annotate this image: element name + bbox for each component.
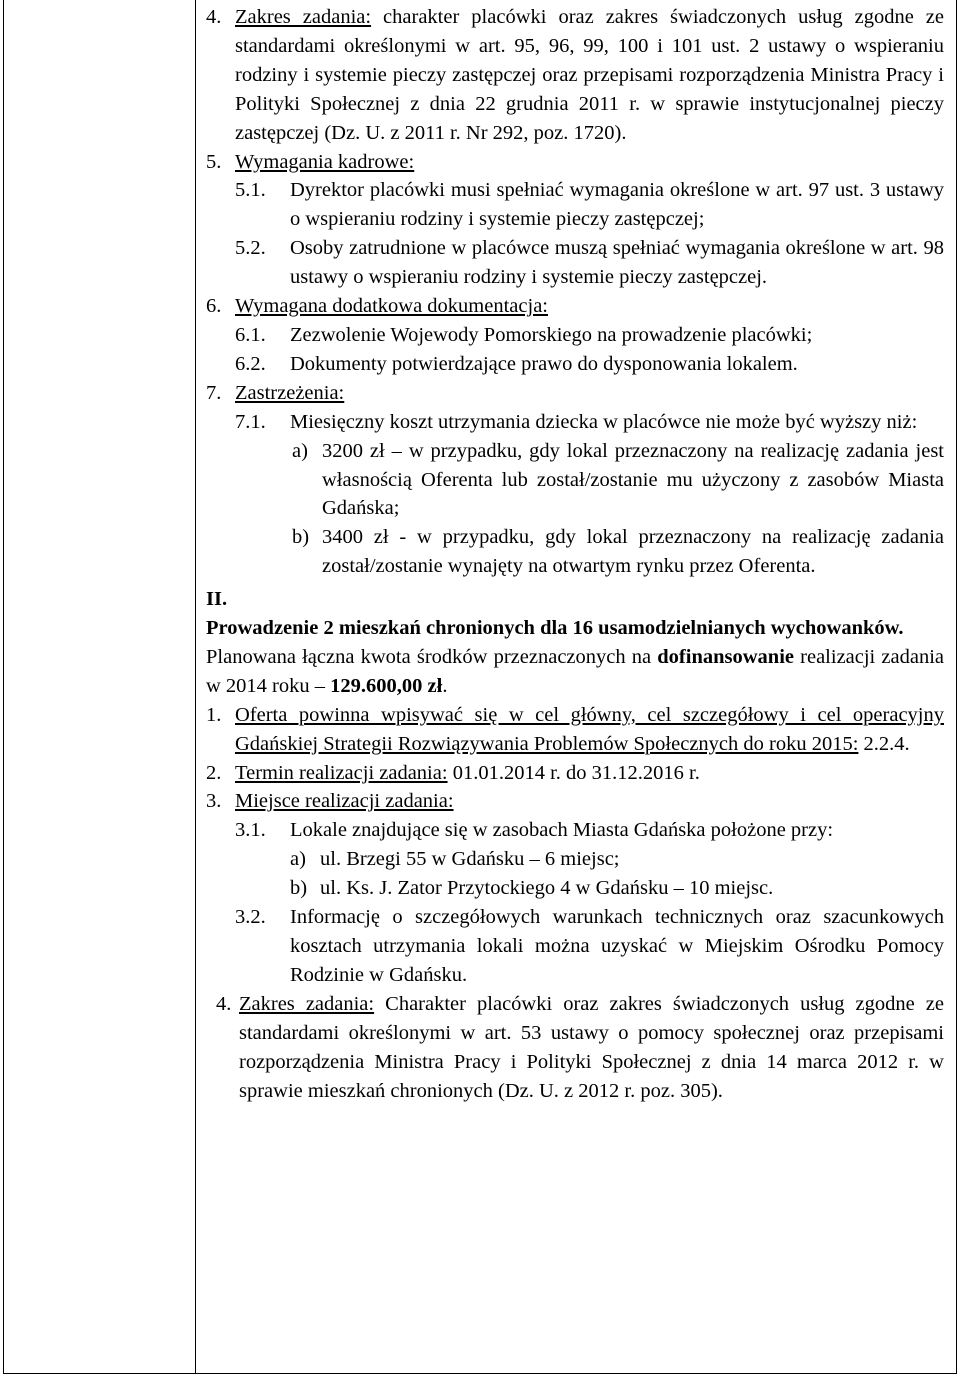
- item-text: Informację o szczegółowych warunkach technicznych oraz szacunkowych kosztach utrzymania lokali można uzyskać w Miejskim Ośrodku Pomocy Rodzinie w Gdańsku.: [290, 906, 944, 986]
- section2-item-2: [206, 759, 944, 788]
- funding-amount: 129.600,00 zł: [330, 674, 443, 697]
- list-item-6-2: [206, 350, 944, 379]
- item-letter: a): [290, 848, 306, 871]
- item-number: 5.2.: [235, 237, 266, 260]
- item-number: 6.1.: [235, 323, 266, 346]
- list-item-5: [206, 148, 944, 177]
- funding-text: Planowana łączna kwota środków przeznaczonych na: [206, 645, 658, 668]
- list-item-5-2: [206, 234, 944, 292]
- section-title: Prowadzenie 2 mieszkań chronionych dla 16 usamodzielnianych wychowanków.: [206, 617, 904, 640]
- item-text: Lokale znajdujące się w zasobach Miasta Gdańska położone przy:: [290, 819, 834, 842]
- item-number: 2.: [206, 761, 222, 784]
- item-text: 3200 zł – w przypadku, gdy lokal przeznaczony na realizację zadania jest własnością Oferenta lub został/zostanie mu użyczony z zasobów Miasta Gdańska;: [322, 439, 944, 520]
- item-text: ul. Ks. J. Zator Przytockiego 4 w Gdańsku – 10 miejsc.: [320, 877, 774, 900]
- item-number: 6.2.: [235, 352, 266, 375]
- section2-item-3-1-b: [206, 874, 944, 903]
- section2-item-4: [206, 990, 944, 1106]
- list-item-7-1: [206, 408, 944, 437]
- item-text: charakter placówki oraz zakres świadczonych usług zgodne ze standardami określonymi w art. 95, 96, 99, 100 i 101 ust. 2 ustawy o wspieraniu rodziny i systemie pieczy zastępczej oraz przepisami rozporządzenia Ministra Pracy i Polityki Społecznej z dnia 22 grudnia 2011 r. w sprawie instytucjonalnej pieczy zastępczej (Dz. U. z 2011 r. Nr 292, poz. 1720).: [235, 6, 944, 144]
- item-letter: a): [292, 439, 308, 462]
- item-number: 5.: [206, 150, 222, 173]
- item-heading: Zakres zadania:: [239, 992, 375, 1015]
- item-heading: Miejsce realizacji zadania:: [235, 790, 454, 813]
- list-item-4: [206, 3, 944, 148]
- table-column-divider: [195, 0, 196, 1374]
- funding-emphasis: dofinansowanie: [657, 645, 794, 668]
- item-heading: Wymagana dodatkowa dokumentacja:: [235, 295, 548, 318]
- section-roman-numeral: II.: [206, 588, 228, 611]
- item-text: Miesięczny koszt utrzymania dziecka w placówce nie może być wyższy niż:: [290, 410, 918, 433]
- section2-item-3-1: [206, 816, 944, 845]
- item-text: Osoby zatrudnione w placówce muszą spełniać wymagania określone w art. 98 ustawy o wspieraniu rodziny i systemie pieczy zastępczej.: [290, 237, 944, 289]
- item-letter: b): [292, 526, 310, 549]
- document-content: [206, 3, 944, 1105]
- list-item-7-1-a: [206, 437, 944, 524]
- section2-item-1: [206, 701, 944, 759]
- item-number: 4.: [216, 992, 232, 1015]
- section2-item-3: [206, 787, 944, 816]
- item-heading: Termin realizacji zadania:: [235, 761, 448, 784]
- item-heading: Zakres zadania:: [235, 6, 372, 28]
- item-heading: Oferta powinna wpisywać się w cel główny, cel szczegółowy i cel operacyjny Gdańskiej Strategii Rozwiązywania Problemów Społecznych do roku 2015:: [235, 703, 944, 755]
- item-text: Zezwolenie Wojewody Pomorskiego na prowadzenie placówki;: [290, 323, 813, 346]
- list-item-6-1: [206, 321, 944, 350]
- section2-item-3-1-a: [206, 845, 944, 874]
- item-number: 6.: [206, 295, 222, 318]
- item-text: 2.2.4.: [858, 732, 910, 755]
- funding-text-2: realizacji zadania w 2014 roku –: [206, 645, 944, 697]
- item-text: Dyrektor placówki musi spełniać wymagania określone w art. 97 ust. 3 ustawy o wspieraniu rodziny i systemie pieczy zastępczej;: [290, 179, 944, 231]
- item-letter: b): [290, 877, 308, 900]
- item-text: Charakter placówki oraz zakres świadczonych usług zgodne ze standardami określonymi w art. 53 ustawy o pomocy społecznej oraz przepisami rozporządzenia Ministra Pracy i Polityki Społecznej z dnia 14 marca 2012 r. w sprawie mieszkań chronionych (Dz. U. z 2012 r. poz. 305).: [239, 992, 945, 1102]
- item-number: 7.: [206, 381, 222, 404]
- list-item-6: [206, 292, 944, 321]
- item-number: 1.: [206, 703, 222, 726]
- item-number: 7.1.: [235, 410, 266, 433]
- item-text: 01.01.2014 r. do 31.12.2016 r.: [447, 761, 700, 784]
- item-number: 3.2.: [235, 906, 266, 929]
- funding-period: .: [442, 674, 448, 697]
- item-text: 3400 zł - w przypadku, gdy lokal przeznaczony na realizację zadania został/zostanie wynajęty na otwartym rynku przez Oferenta.: [322, 526, 944, 578]
- item-text: Dokumenty potwierdzające prawo do dysponowania lokalem.: [290, 352, 798, 375]
- list-item-5-1: [206, 176, 944, 234]
- section2-item-3-2: [206, 903, 944, 990]
- list-item-7: [206, 379, 944, 408]
- item-heading: Wymagania kadrowe:: [235, 150, 415, 173]
- item-number: 5.1.: [235, 179, 266, 202]
- item-text: ul. Brzegi 55 w Gdańsku – 6 miejsc;: [320, 848, 620, 871]
- list-item-7-1-b: [206, 523, 944, 581]
- item-heading: Zastrzeżenia:: [235, 381, 345, 404]
- item-number: 4.: [206, 6, 222, 28]
- item-number: 3.1.: [235, 819, 266, 842]
- item-number: 3.: [206, 790, 222, 813]
- funding-paragraph: [206, 643, 944, 701]
